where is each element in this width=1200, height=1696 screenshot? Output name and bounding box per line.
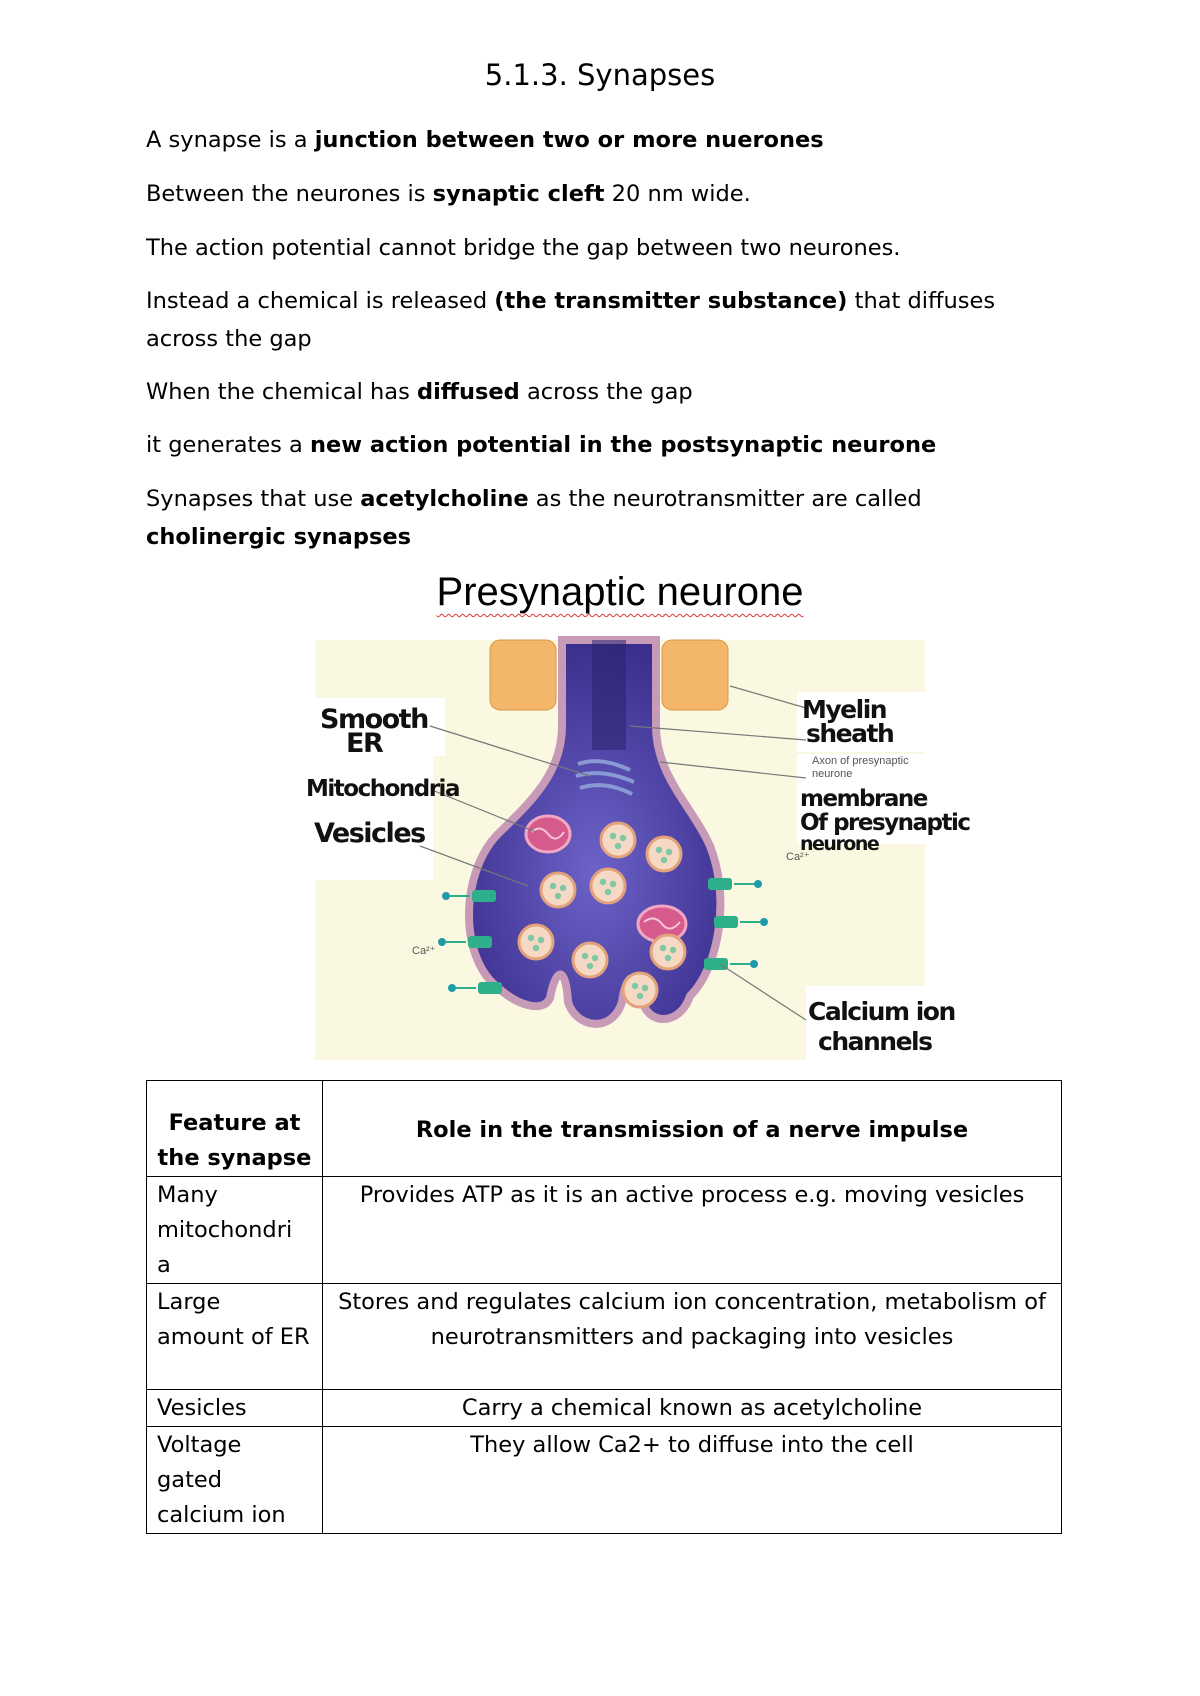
label-calcium-line2: channels (818, 1027, 932, 1056)
text-run-bold: synaptic cleft (432, 181, 605, 207)
text-run: Between the neurones is (146, 181, 433, 207)
text-run: The action potential cannot bridge the gap between two neurones. (146, 235, 901, 261)
label-myelin-line2: sheath (806, 719, 894, 748)
figure-title (300, 570, 940, 615)
myelin-sheath-right (662, 640, 728, 710)
text-run: it generates a (146, 432, 310, 458)
table-row (147, 1177, 1062, 1284)
text-run: Instead a chemical is released (146, 288, 495, 314)
synapse-diagram (300, 636, 970, 1060)
text-run-bold: (the transmitter substance) (494, 288, 848, 314)
header-role: Role in the transmission of a nerve impulse (323, 1081, 1062, 1177)
role-cell: Carry a chemical known as acetylcholine (323, 1390, 1062, 1427)
role-cell: Provides ATP as it is an active process e.g. moving vesicles (323, 1177, 1062, 1284)
label-smooth-er-line2: ER (346, 728, 383, 759)
paragraph-new-action-potential (146, 426, 1066, 464)
text-run: across the gap (519, 379, 693, 405)
table-row (147, 1284, 1062, 1390)
figure-title-text: Presynaptic neurone (436, 570, 804, 614)
feature-cell: Many mitochondri a (147, 1177, 323, 1284)
vesicle (573, 943, 607, 977)
text-run: Synapses that use (146, 486, 361, 512)
paragraph-transmitter (146, 282, 1066, 358)
label-axon-line2: neurone (812, 768, 853, 780)
table-row (147, 1390, 1062, 1427)
text-run: 20 nm wide. (604, 181, 751, 207)
vesicle (519, 925, 553, 959)
label-vesicles: Vesicles (314, 818, 425, 849)
text-run: as the neurotransmitter are called (528, 486, 922, 512)
role-cell: They allow Ca2+ to diffuse into the cell (323, 1427, 1062, 1534)
feature-role-table (146, 1080, 1062, 1534)
text-run: When the chemical has (146, 379, 417, 405)
text-run-bold: new action potential in the postsynaptic neurone (309, 432, 937, 458)
label-ca-left: Ca²⁺ (412, 945, 436, 957)
label-membrane-line3: neurone (800, 833, 879, 855)
label-calcium-line1: Calcium ion (808, 997, 955, 1026)
vesicle (591, 869, 625, 903)
label-membrane-line1: membrane (800, 786, 927, 812)
vesicle (541, 873, 575, 907)
role-cell: Stores and regulates calcium ion concentration, metabolism of neurotransmitters and packaging into vesicles (323, 1284, 1062, 1390)
mitochondrion (526, 816, 570, 852)
label-myelin-line1: Myelin (802, 695, 887, 724)
text-run: that diffuses across the gap (146, 288, 996, 352)
page-title: 5.1.3. Synapses (484, 58, 716, 92)
text-run-bold: acetylcholine (360, 486, 529, 512)
text-run-bold: cholinergic synapses (146, 524, 412, 550)
vesicle (601, 823, 635, 857)
label-membrane-line2: Of presynaptic (800, 810, 970, 836)
label-axon-line1: Axon of presynaptic (812, 755, 909, 767)
synapse-diagram-figure (300, 570, 970, 1060)
table-row (147, 1427, 1062, 1534)
header-feature: Feature at the synapse (147, 1081, 323, 1177)
label-smooth-er-line1: Smooth (320, 704, 428, 735)
paragraph-cholinergic (146, 480, 1066, 556)
text-run-bold: junction between two or more nuerones (314, 127, 824, 153)
paragraph-definition (146, 121, 1066, 159)
vesicle (647, 837, 681, 871)
paragraph-cleft (146, 175, 1066, 213)
vesicle (651, 935, 685, 969)
feature-cell: Vesicles (147, 1390, 323, 1427)
axon-core (592, 640, 626, 750)
label-mitochondria: Mitochondria (306, 776, 459, 802)
text-run-bold: diffused (416, 379, 520, 405)
label-ca-top: Ca²⁺ (786, 851, 810, 863)
paragraph-action-potential (146, 229, 1066, 267)
feature-cell: Voltage gated calcium ion (147, 1427, 323, 1534)
text-run: A synapse is a (146, 127, 315, 153)
paragraph-diffused (146, 373, 1066, 411)
myelin-sheath-left (490, 640, 556, 710)
vesicle (623, 973, 657, 1007)
feature-cell: Large amount of ER (147, 1284, 323, 1390)
table-header-row (147, 1081, 1062, 1177)
